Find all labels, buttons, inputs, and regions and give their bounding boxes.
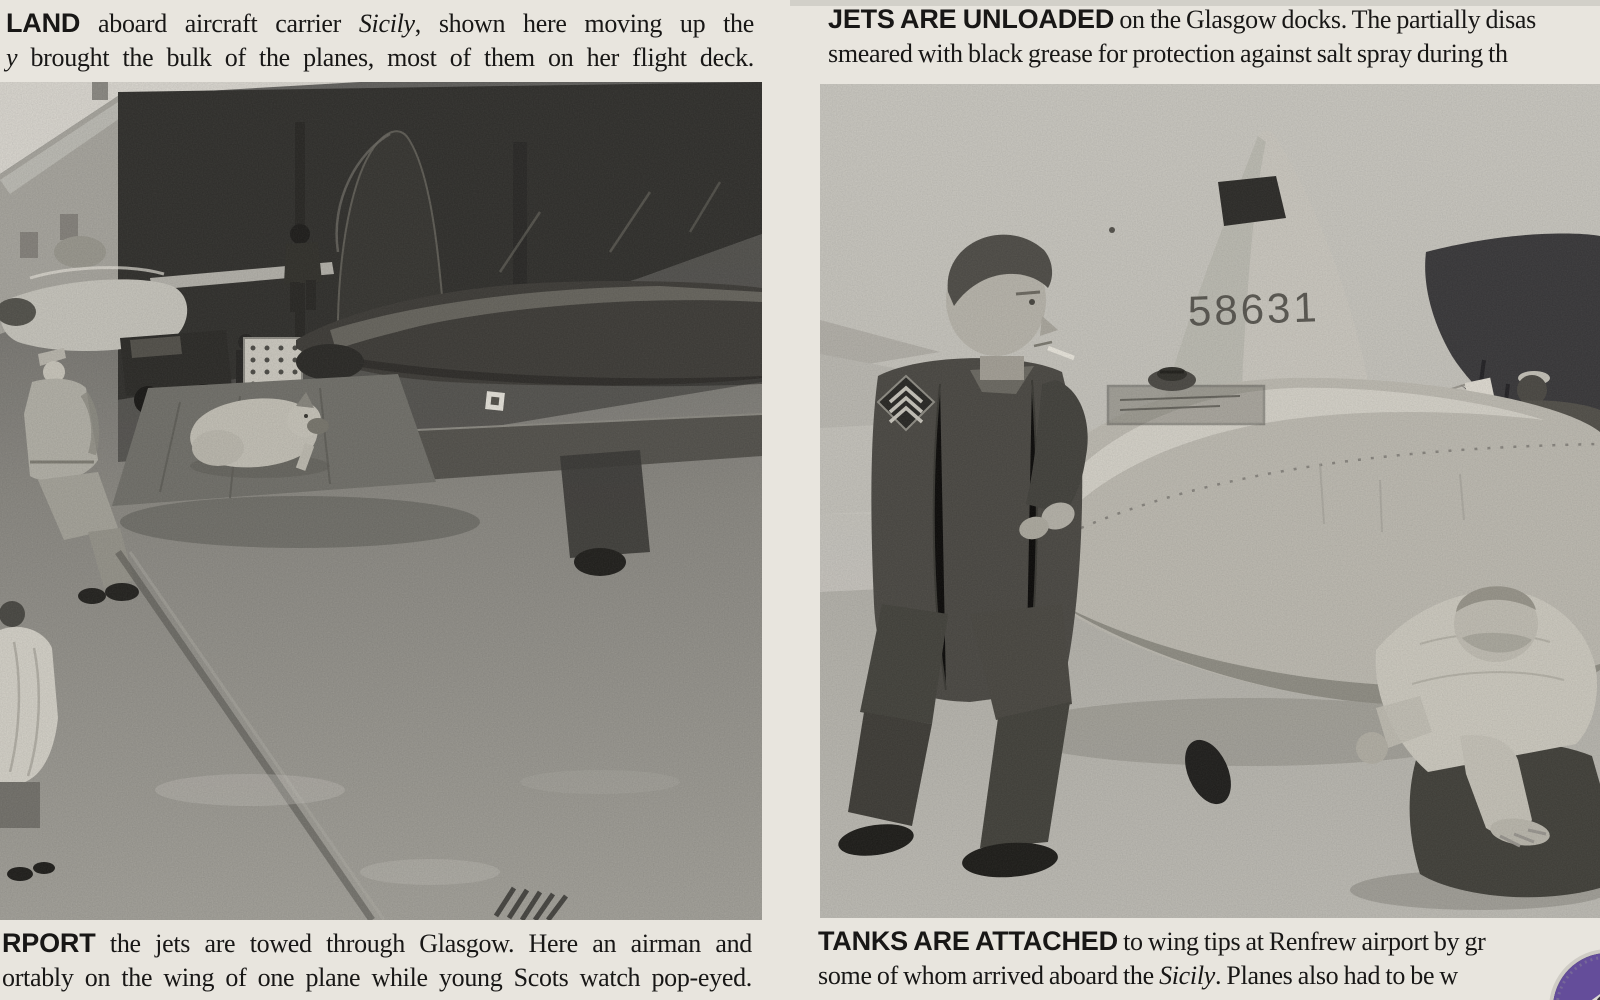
caption-text: ortably on the wing of one plane while young Scots watch pop-eyed.: [2, 963, 752, 992]
caption-line: [828, 37, 1600, 71]
caption-bottom-right: [818, 924, 1600, 993]
caption-line: [2, 926, 752, 961]
caption-text: brought the bulk of the planes, most of them on her flight deck.: [17, 43, 754, 72]
photo-right-illustration: [820, 84, 1600, 918]
caption-italic: Sicily: [1159, 961, 1216, 990]
caption-italic: Sicily: [358, 9, 415, 38]
caption-text: . Planes also had to be w: [1215, 961, 1458, 990]
caption-text: , shown here moving up the: [414, 9, 755, 38]
caption-line: [6, 6, 754, 41]
film-grain-light: [820, 84, 1600, 918]
photo-left-illustration: [0, 82, 762, 920]
caption-lead: TANKS ARE ATTACHED: [818, 926, 1118, 956]
photo-renfrew-airport: [820, 84, 1600, 918]
caption-text: aboard aircraft carrier: [80, 9, 359, 38]
photo-glasgow-street: [0, 82, 762, 920]
caption-bottom-left: [2, 926, 752, 995]
caption-top-left: [6, 6, 754, 75]
caption-text: the jets are towed through Glasgow. Here an airman and: [95, 929, 752, 958]
caption-italic: y: [6, 43, 18, 72]
film-grain-light: [0, 82, 762, 920]
tail-number: 58631: [1187, 283, 1321, 335]
caption-line: [818, 924, 1600, 959]
caption-lead: RPORT: [2, 928, 96, 958]
caption-line: [828, 2, 1600, 37]
caption-text: to wing tips at Renfrew airport by gr: [1117, 927, 1486, 956]
caption-text: smeared with black grease for protection against salt spray during th: [828, 39, 1508, 68]
caption-lead: JETS ARE UNLOADED: [828, 4, 1115, 34]
caption-lead: LAND: [6, 8, 81, 38]
caption-line: [818, 959, 1600, 993]
patch-chief: [1548, 948, 1600, 1000]
caption-line: [2, 961, 752, 995]
caption-text: on the Glasgow docks. The partially disas: [1114, 5, 1536, 34]
caption-text: some of whom arrived aboard the: [818, 961, 1160, 990]
caption-line: [6, 41, 754, 75]
squadron-patch-watermark: [1548, 948, 1600, 1000]
caption-top-right: [828, 2, 1600, 71]
